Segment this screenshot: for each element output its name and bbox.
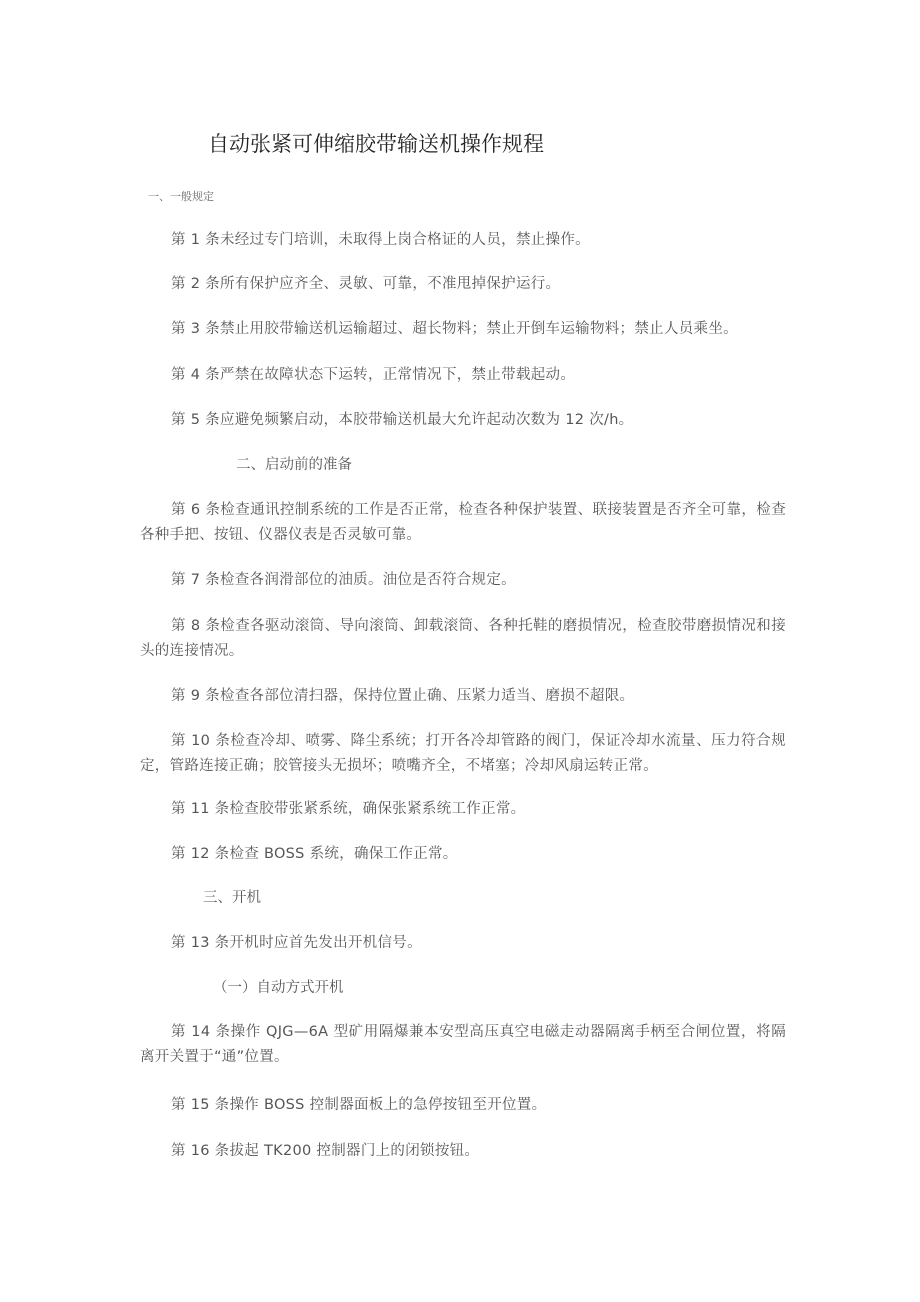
paragraph: 第 1 条未经过专门培训，未取得上岗合格证的人员，禁止操作。: [171, 232, 590, 248]
paragraph: 第 10 条检查冷却、喷雾、降尘系统；打开各冷却管路的阀门，保证冷却水流量、压力符合规定，管路连接正确；胶管接头无损坏；喷嘴齐全，不堵塞；冷却风扇运转正常。: [140, 733, 786, 774]
paragraph: 第 8 条检查各驱动滚筒、导向滚筒、卸载滚筒、各种托鞋的磨损情况，检查胶带磨损情况和接头的连接情况。: [140, 618, 786, 659]
paragraph: 第 3 条禁止用胶带输送机运输超过、超长物料；禁止开倒车运输物料；禁止人员乘坐。: [171, 321, 738, 337]
paragraph: 第 7 条检查各润滑部位的油质。油位是否符合规定。: [171, 572, 516, 588]
paragraph: 第 13 条开机时应首先发出开机信号。: [171, 935, 422, 951]
paragraph: 第 6 条检查通讯控制系统的工作是否正常，检查各种保护装置、联接装置是否齐全可靠，检查各种手把、按钮、仪器仪表是否灵敏可靠。: [140, 502, 786, 543]
subsection-heading-auto-start: （一）自动方式开机: [213, 980, 344, 996]
document-title: 自动张紧可伸缩胶带输送机操作规程: [208, 132, 544, 156]
paragraph: 第 14 条操作 QJG—6A 型矿用隔爆兼本安型高压真空电磁走动器隔离手柄至合闸位置，将隔离开关置于“通”位置。: [140, 1024, 786, 1065]
paragraph: 第 11 条检查胶带张紧系统，确保张紧系统工作正常。: [171, 801, 526, 817]
paragraph: 第 15 条操作 BOSS 控制器面板上的急停按钮至开位置。: [171, 1097, 547, 1113]
section-heading-general: 一、一般规定: [148, 190, 214, 203]
paragraph: 第 16 条拔起 TK200 控制器门上的闭锁按钮。: [171, 1143, 480, 1159]
paragraph: 第 4 条严禁在故障状态下运转，正常情况下，禁止带载起动。: [171, 367, 576, 383]
section-heading-preparation: 二、启动前的准备: [236, 457, 352, 473]
section-heading-startup: 三、开机: [203, 890, 261, 906]
paragraph: 第 5 条应避免频繁启动，本胶带输送机最大允许起动次数为 12 次/h。: [171, 412, 634, 428]
paragraph: 第 9 条检查各部位清扫器，保持位置止确、压紧力适当、磨损不超限。: [171, 688, 635, 704]
paragraph: 第 2 条所有保护应齐全、灵敏、可靠，不准甩掉保护运行。: [171, 276, 561, 292]
paragraph: 第 12 条检查 BOSS 系统，确保工作正常。: [171, 846, 458, 862]
